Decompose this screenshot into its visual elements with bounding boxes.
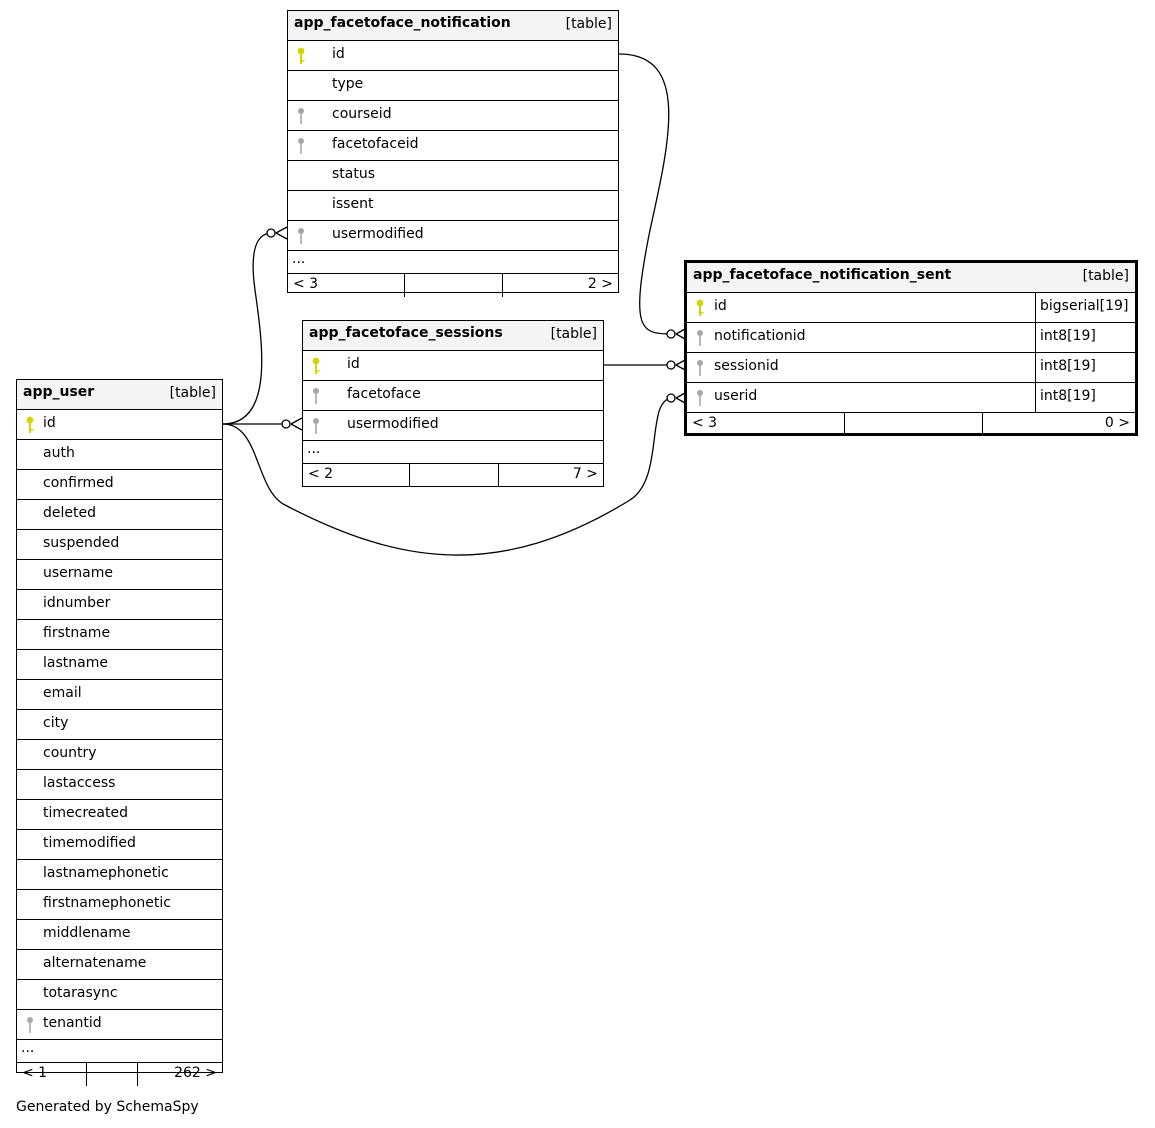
edge-end-circle <box>267 229 275 237</box>
table-footer <box>17 1063 222 1086</box>
column-name: status <box>332 166 376 182</box>
column-type: int8[19] <box>1035 323 1135 352</box>
column-name: lastname <box>43 655 108 671</box>
foreign-key-icon <box>296 107 306 125</box>
foreign-key-icon <box>296 137 306 155</box>
column-name: firstname <box>43 625 111 641</box>
column-name: facetoface <box>347 386 421 402</box>
column-name: alternatename <box>43 955 147 971</box>
foreign-key-icon <box>695 329 705 347</box>
column-row[interactable] <box>17 800 222 830</box>
column-row[interactable] <box>17 440 222 470</box>
column-name: lastnamephonetic <box>43 865 169 881</box>
column-name: timemodified <box>43 835 136 851</box>
footer-divider <box>982 413 983 436</box>
table-header <box>687 263 1135 293</box>
footer-divider <box>86 1063 87 1086</box>
more-columns[interactable] <box>303 441 603 464</box>
column-name: auth <box>43 445 75 461</box>
column-name: userid <box>714 388 758 404</box>
column-row[interactable] <box>288 191 618 221</box>
column-name: firstnamephonetic <box>43 895 171 911</box>
edge-end-circle <box>667 394 675 402</box>
column-name: tenantid <box>43 1015 102 1031</box>
table-app-facetoface-notification-sent[interactable] <box>684 260 1138 436</box>
column-row[interactable] <box>687 383 1135 413</box>
column-name: usermodified <box>347 416 439 432</box>
table-kind: [table] <box>550 326 597 342</box>
column-row[interactable] <box>17 530 222 560</box>
footer-divider <box>409 464 410 487</box>
edge-end-circle <box>282 420 290 428</box>
primary-key-icon <box>25 416 35 434</box>
more-label: ... <box>21 1040 35 1056</box>
column-row[interactable] <box>288 221 618 251</box>
footer-divider <box>498 464 499 487</box>
column-row[interactable] <box>17 1010 222 1040</box>
table-header <box>303 321 603 351</box>
column-row[interactable] <box>17 920 222 950</box>
column-row[interactable] <box>17 590 222 620</box>
table-name: app_user <box>23 384 95 400</box>
column-name: middlename <box>43 925 131 941</box>
column-name: totarasync <box>43 985 118 1001</box>
column-row[interactable] <box>17 500 222 530</box>
primary-key-icon <box>311 357 321 375</box>
column-row[interactable] <box>17 560 222 590</box>
table-name: app_facetoface_sessions <box>309 325 503 341</box>
column-name: timecreated <box>43 805 128 821</box>
column-type: int8[19] <box>1035 353 1135 382</box>
parents-count[interactable]: < 3 <box>692 415 718 431</box>
column-name: suspended <box>43 535 120 551</box>
column-row[interactable] <box>303 411 603 441</box>
table-name: app_facetoface_notification <box>294 15 511 31</box>
column-name: idnumber <box>43 595 111 611</box>
column-name: facetofaceid <box>332 136 419 152</box>
column-row[interactable] <box>17 710 222 740</box>
column-row[interactable] <box>288 161 618 191</box>
generated-by-label: Generated by SchemaSpy <box>16 1099 199 1115</box>
table-header <box>288 11 618 41</box>
table-app-user[interactable] <box>16 379 223 1081</box>
column-name: email <box>43 685 82 701</box>
column-name: issent <box>332 196 374 212</box>
table-footer <box>288 274 618 297</box>
table-kind: [table] <box>565 16 612 32</box>
column-row[interactable] <box>288 71 618 101</box>
foreign-key-icon <box>311 417 321 435</box>
primary-key-icon <box>695 299 705 317</box>
column-row[interactable] <box>687 323 1135 353</box>
column-name: country <box>43 745 97 761</box>
column-row[interactable] <box>17 410 222 440</box>
column-name: id <box>347 356 360 372</box>
column-row[interactable] <box>17 680 222 710</box>
primary-key-icon <box>296 47 306 65</box>
more-label: ... <box>292 251 306 267</box>
edge-end-circle <box>667 361 675 369</box>
column-name: id <box>43 415 56 431</box>
column-name: city <box>43 715 69 731</box>
footer-divider <box>844 413 845 436</box>
column-row[interactable] <box>288 131 618 161</box>
footer-divider <box>404 274 405 297</box>
foreign-key-icon <box>311 387 321 405</box>
parents-count[interactable]: < 1 <box>22 1065 48 1081</box>
table-name: app_facetoface_notification_sent <box>693 267 952 283</box>
column-row[interactable] <box>17 950 222 980</box>
column-name: username <box>43 565 113 581</box>
parents-count[interactable]: < 3 <box>293 276 319 292</box>
column-name: type <box>332 76 364 92</box>
table-kind: [table] <box>169 385 216 401</box>
foreign-key-icon <box>695 389 705 407</box>
column-name: id <box>332 46 345 62</box>
footer-divider <box>137 1063 138 1086</box>
column-row[interactable] <box>17 860 222 890</box>
foreign-key-icon <box>695 359 705 377</box>
column-name: lastaccess <box>43 775 116 791</box>
more-columns[interactable] <box>17 1040 222 1063</box>
column-row[interactable] <box>687 293 1135 323</box>
column-row[interactable] <box>17 650 222 680</box>
column-name: sessionid <box>714 358 779 374</box>
column-name: usermodified <box>332 226 424 242</box>
table-header <box>17 380 222 410</box>
column-row[interactable] <box>17 980 222 1010</box>
table-app-facetoface-sessions[interactable] <box>302 320 604 487</box>
children-count[interactable]: 262 > <box>174 1065 217 1081</box>
column-name: courseid <box>332 106 392 122</box>
column-name: notificationid <box>714 328 806 344</box>
column-row[interactable] <box>17 620 222 650</box>
footer-divider <box>502 274 503 297</box>
more-label: ... <box>307 441 321 457</box>
parents-count[interactable]: < 2 <box>308 466 334 482</box>
more-columns[interactable] <box>288 251 618 274</box>
foreign-key-icon <box>296 227 306 245</box>
column-row[interactable] <box>17 470 222 500</box>
column-row[interactable] <box>303 351 603 381</box>
edge-notification-sent <box>619 54 672 334</box>
column-row[interactable] <box>17 770 222 800</box>
column-row[interactable] <box>303 381 603 411</box>
column-name: id <box>714 298 727 314</box>
column-row[interactable] <box>288 41 618 71</box>
children-count[interactable]: 2 > <box>587 276 613 292</box>
column-name: deleted <box>43 505 96 521</box>
column-row[interactable] <box>687 353 1135 383</box>
edge-end-circle <box>667 330 675 338</box>
column-name: confirmed <box>43 475 114 491</box>
children-count[interactable]: 0 > <box>1104 415 1130 431</box>
table-app-facetoface-notification[interactable] <box>287 10 619 293</box>
table-footer <box>303 464 603 487</box>
edge-user-notification <box>223 233 272 424</box>
children-count[interactable]: 7 > <box>572 466 598 482</box>
column-row[interactable] <box>17 890 222 920</box>
table-footer <box>687 413 1135 436</box>
column-type: bigserial[19] <box>1035 293 1135 322</box>
table-kind: [table] <box>1082 268 1129 284</box>
column-row[interactable] <box>17 740 222 770</box>
column-row[interactable] <box>288 101 618 131</box>
column-type: int8[19] <box>1035 383 1135 412</box>
foreign-key-icon <box>25 1016 35 1034</box>
column-row[interactable] <box>17 830 222 860</box>
